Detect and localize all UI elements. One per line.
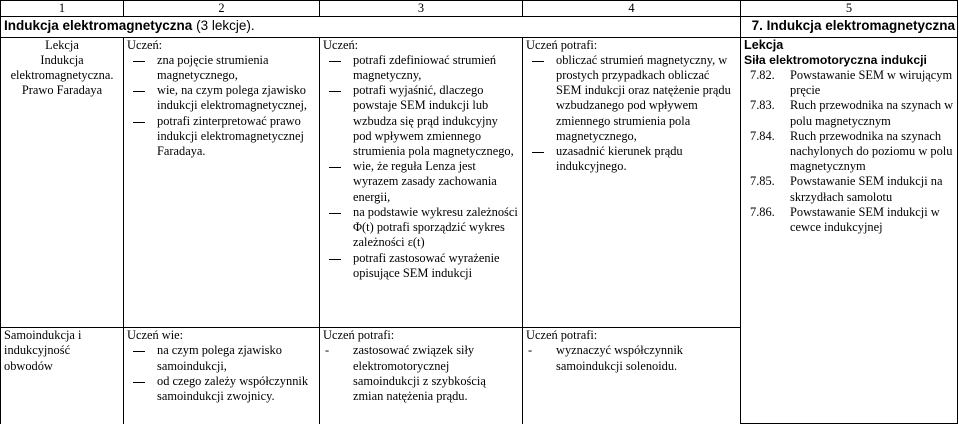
- requirement-list: [526, 343, 737, 373]
- lesson-line: indukcyjność: [4, 343, 71, 358]
- topics-list: [744, 68, 954, 235]
- chapter-title-bold: Indukcja elektromagnetyczna: [4, 18, 193, 34]
- requirement-list: [323, 53, 519, 281]
- lesson-cell: [1, 328, 124, 424]
- lesson-cell: [1, 37, 124, 328]
- list-item: potrafi wyjaśnić, dlaczego powstaje SEM indukcji lub wzbudza się prąd indukcyjny pod wpływem zmiennego strumienia pola magnetycznego,: [323, 83, 519, 159]
- list-item: wie, na czym polega zjawisko indukcji elektromagnetycznej,: [127, 83, 316, 113]
- topic-code: 7.82.: [750, 68, 775, 83]
- list-item: [744, 68, 954, 98]
- requirement-list: [127, 343, 316, 404]
- column-number-1: 1: [1, 1, 124, 17]
- lesson-line: Indukcja: [40, 52, 84, 67]
- lesson-line: elektromagnetyczna.: [10, 68, 114, 83]
- requirement-lead: Uczeń potrafi:: [323, 328, 395, 343]
- topics-subtitle: Siła elektromotoryczna indukcji: [744, 52, 927, 67]
- topic-code: 7.86.: [750, 204, 775, 219]
- topic-text: Ruch przewodnika na szynach w polu magnetycznym: [790, 98, 954, 128]
- topic-code: 7.85.: [750, 174, 775, 189]
- column-number-3: 3: [320, 1, 523, 17]
- chapter-header-row: [1, 17, 958, 37]
- lesson-line: obwodów: [4, 358, 53, 373]
- requirement-lead: Uczeń potrafi:: [526, 37, 598, 52]
- list-item: [744, 98, 954, 128]
- advanced-requirements-cell: [523, 328, 741, 424]
- list-item: obliczać strumień magnetyczny, w prostych przypadkach obliczać SEM indukcji oraz natężenie prądu wzbudzanego pod wpływem zmiennego strumienia pola magnetycznego,: [526, 53, 737, 144]
- list-item: wie, że reguła Lenza jest wyrazem zasady zachowania energii,: [323, 159, 519, 205]
- list-item: potrafi zastosować wyrażenie opisujące SEM indukcji: [323, 251, 519, 281]
- list-item: uzasadnić kierunek prądu indukcyjnego.: [526, 144, 737, 174]
- topic-code: 7.83.: [750, 98, 775, 113]
- column-number-2: 2: [124, 1, 320, 17]
- column-number-row: [1, 1, 958, 17]
- extended-requirements-cell: [320, 328, 523, 424]
- column-number-5: 5: [741, 1, 958, 17]
- chapter-title: [1, 17, 741, 37]
- list-item: potrafi zinterpretować prawo indukcji elektromagnetycznej Faradaya.: [127, 114, 316, 160]
- requirement-lead: Uczeń potrafi:: [526, 328, 598, 343]
- topics-title: Lekcja: [744, 37, 784, 52]
- basic-requirements-cell: [124, 37, 320, 328]
- topic-text: Powstawanie SEM indukcji w cewce indukcyjnej: [790, 204, 940, 235]
- list-item: potrafi zdefiniować strumień magnetyczny,: [323, 53, 519, 83]
- topic-text: Ruch przewodnika na szynach nachylonych do poziomu w polu magnetycznym: [790, 128, 953, 174]
- list-item: na czym polega zjawisko samoindukcji,: [127, 343, 316, 373]
- lesson-line: Prawo Faradaya: [21, 83, 103, 98]
- list-item: od czego zależy współczynnik samoindukcji zwojnicy.: [127, 374, 316, 404]
- lesson-line: Lekcja: [45, 37, 79, 52]
- chapter-hours: (3 lekcje).: [192, 18, 255, 34]
- requirement-lead: Uczeń wie:: [127, 328, 184, 343]
- advanced-requirements-cell: [523, 37, 741, 328]
- extended-requirements-cell: [320, 37, 523, 328]
- list-item: [744, 129, 954, 175]
- requirement-list: [127, 53, 316, 159]
- requirement-list: [323, 343, 519, 404]
- list-item: - zastosować związek siły elektromotorycznej samoindukcji z szybkością zmian natężenia prądu.: [323, 343, 519, 404]
- list-item: na podstawie wykresu zależności Φ(t) potrafi sporządzić wykres zależności ε(t): [323, 205, 519, 251]
- topic-code: 7.84.: [750, 128, 775, 143]
- requirement-lead: Uczeń:: [323, 37, 359, 52]
- list-item: zna pojęcie strumienia magnetycznego,: [127, 53, 316, 83]
- table-row-induction: [1, 37, 958, 328]
- topic-text: Powstawanie SEM indukcji na skrzydłach samolotu: [790, 174, 943, 204]
- topic-text: Powstawanie SEM w wirującym pręcie: [790, 68, 953, 98]
- requirement-list: [526, 53, 737, 175]
- basic-requirements-cell: [124, 328, 320, 424]
- column-number-4: 4: [523, 1, 741, 17]
- topics-cell: [741, 37, 958, 423]
- chapter-right-label: 7. Indukcja elektromagnetyczna: [741, 17, 958, 37]
- list-item: [744, 205, 954, 235]
- lesson-line: Samoindukcja i: [4, 328, 82, 343]
- requirement-lead: Uczeń:: [127, 37, 163, 52]
- list-item: [744, 174, 954, 204]
- list-item: - wyznaczyć współczynnik samoindukcji solenoidu.: [526, 343, 737, 373]
